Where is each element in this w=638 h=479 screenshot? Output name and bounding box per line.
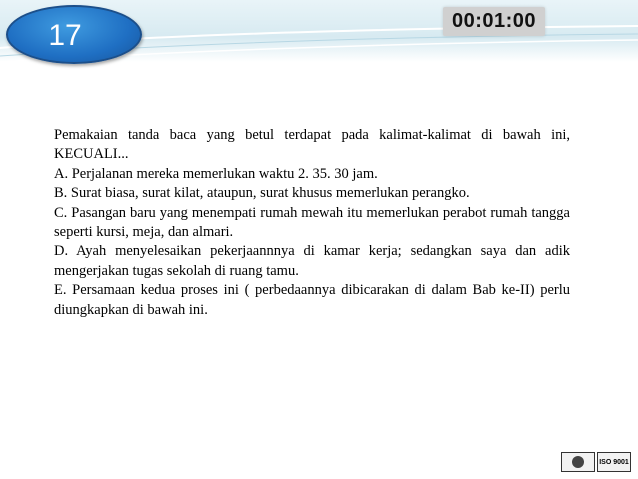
question-text <box>54 126 570 320</box>
question-stem: Pemakaian tanda baca yang betul terdapat pada kalimat-kalimat di bawah ini, KECUALI... <box>54 127 570 163</box>
option-a[interactable]: A. Perjalanan mereka memerlukan waktu 2. 35. 30 jam. <box>54 165 378 182</box>
timer-value: 00:01:00 <box>451 10 537 32</box>
countdown-timer <box>443 7 545 36</box>
footer-logos <box>561 452 631 472</box>
option-d[interactable]: D. Ayah menyelesaikan pekerjaannnya di kamar kerja; sedangkan saya dan adik mengerjakan tugas sekolah di ruang tamu. <box>54 243 570 279</box>
iso-badge <box>597 452 631 472</box>
slide-number: 17 <box>48 18 82 52</box>
certification-logo <box>561 452 595 472</box>
slide-number-badge <box>6 5 142 64</box>
seal-icon <box>572 456 584 468</box>
option-c[interactable]: C. Pasangan baru yang menempati rumah mewah itu memerlukan perabot rumah tangga seperti kursi, meja, dan almari. <box>54 204 570 241</box>
option-b[interactable]: B. Surat biasa, surat kilat, ataupun, surat khusus memerlukan perangko. <box>54 185 470 202</box>
iso-badge-text: ISO 9001 <box>599 458 629 466</box>
option-e[interactable]: E. Persamaan kedua proses ini ( perbedaannya dibicarakan di dalam Bab ke-II) perlu diungkapkan di bawah ini. <box>54 282 570 318</box>
